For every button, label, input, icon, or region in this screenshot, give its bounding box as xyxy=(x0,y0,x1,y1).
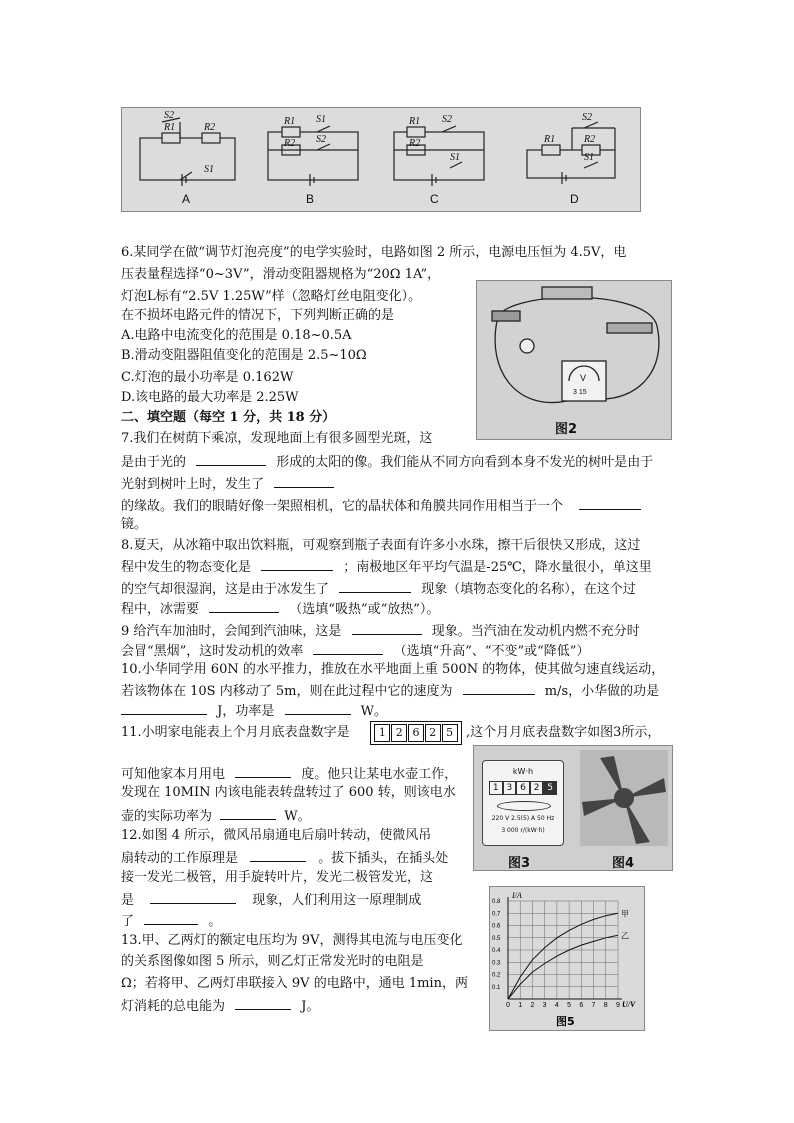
figure-2-meter-label: V xyxy=(580,373,587,383)
q11-blank-1[interactable] xyxy=(235,763,291,778)
q11-line-2-end: 度。他只让某电水壶工作， xyxy=(301,767,458,782)
chart-title: 图5 xyxy=(556,1015,575,1028)
figure-4-fan-icon xyxy=(580,750,668,846)
circuit-diagrams xyxy=(122,108,640,211)
circuit-a-r1: R1 xyxy=(164,122,176,133)
q13-line-3: Ω；若将甲、乙两灯串联接入 9V 的电路中，通电 1min，两 xyxy=(121,976,468,991)
q6-option-c: C.灯泡的最小功率是 0.162W xyxy=(121,370,294,385)
circuit-b-r2: R2 xyxy=(284,138,296,149)
x-tick-label: 0 xyxy=(506,1002,510,1009)
q9-line-1-start: 9 给汽车加油时，会闻到汽油味，这是 xyxy=(121,624,342,639)
q6-option-b: B.滑动变阻器阻值变化的范围是 2.5~10Ω xyxy=(121,348,367,363)
q7-line-4-text: 的缘故。我们的眼睛好像一架照相机，它的晶状体和角膜共同作用相当于一个 xyxy=(121,499,564,514)
q6-line-1: 6.某同学在做“调节灯泡亮度”的电学实验时，电路如图 2 所示，电源电压恒为 4.5V，电 xyxy=(121,245,627,260)
figure-2-circuit-photo xyxy=(476,280,672,440)
q8-blank-1[interactable] xyxy=(261,556,333,571)
fig3-digit: 1 xyxy=(489,781,503,795)
q10-blank-2[interactable] xyxy=(121,700,207,715)
x-tick-label: 8 xyxy=(603,1002,608,1009)
circuit-label-a: A xyxy=(182,192,191,206)
q9-blank-1[interactable] xyxy=(352,620,422,635)
q12-line-2 xyxy=(121,847,448,869)
figure-3-rating: 220 V 2.5(5) A 50 Hz xyxy=(491,815,555,822)
circuit-c-r2: R2 xyxy=(409,138,421,149)
figure-2-meter-scale: 3 15 xyxy=(573,389,587,396)
q7-blank-2[interactable] xyxy=(274,473,334,488)
fig3-digit: 2 xyxy=(530,781,544,795)
fig3-digit: 6 xyxy=(516,781,530,795)
meter-digit: 2 xyxy=(425,724,441,742)
q7-line-4 xyxy=(121,495,641,517)
figures-3-4-photo xyxy=(473,745,673,871)
series-label-2: 乙 xyxy=(621,931,629,941)
q8-line-2-end: ；南极地区年平均气温是-25℃，降水量很小，单这里 xyxy=(343,560,652,575)
circuit-options-figure xyxy=(121,107,641,212)
figure-3-meter xyxy=(482,760,564,846)
q10-line-3 xyxy=(121,700,387,722)
q12-blank-1[interactable] xyxy=(250,847,306,862)
circuit-a-s2: S2 xyxy=(164,110,174,121)
q10-line-3-end: W。 xyxy=(360,704,388,719)
chart-grid xyxy=(508,901,618,999)
figure-3-caption: 图3 xyxy=(508,856,531,871)
q12-line-5 xyxy=(121,910,221,932)
q12-line-4-start: 是 xyxy=(121,893,135,908)
q8-blank-2[interactable] xyxy=(339,578,411,593)
figure-3-dial-icon xyxy=(497,801,551,811)
chart-series xyxy=(508,909,629,999)
q10-line-1: 10.小华同学用 60N 的水平推力，推放在水平地面上重 500N 的物体，使其做匀速直线运动， xyxy=(121,662,665,677)
series-line-2 xyxy=(508,935,618,999)
meter-digit: 1 xyxy=(374,724,390,742)
q12-blank-3[interactable] xyxy=(144,910,198,925)
q8-line-4 xyxy=(121,598,439,620)
q11-line-1-end: ,这个月月底表盘数字如图3所示， xyxy=(466,725,661,740)
q6-option-a: A.电路中电流变化的范围是 0.18~0.5A xyxy=(121,328,352,343)
q13-line-1: 13.甲、乙两灯的额定电压均为 9V，测得其电流与电压变化 xyxy=(121,933,463,948)
figure-2-drawing xyxy=(477,281,671,439)
q8-line-4-start: 程中，冰需要 xyxy=(121,602,200,617)
meter-digit: 2 xyxy=(391,724,407,742)
q7-line-2 xyxy=(121,451,653,473)
q10-blank-1[interactable] xyxy=(463,680,535,695)
q11-line-4-end: W。 xyxy=(284,809,311,824)
q9-line-1-end: 现象。当汽油在发动机内燃不充分时 xyxy=(431,624,640,639)
circuit-label-c: C xyxy=(430,192,439,206)
q10-blank-3[interactable] xyxy=(285,700,351,715)
q7-line-3-text: 光射到树叶上时，发生了 xyxy=(121,477,265,492)
q9-line-2-start: 会冒“黑烟”，这时发动机的效率 xyxy=(121,644,304,659)
q11-line-1-start: 11.小明家电能表上个月月底表盘数字是 xyxy=(121,725,350,740)
meter-digit: 6 xyxy=(408,724,424,742)
q11-line-2 xyxy=(121,763,457,785)
q12-line-1: 12.如图 4 所示，微风吊扇通电后扇叶转动，使微风吊 xyxy=(121,828,432,843)
circuit-c-s2: S2 xyxy=(442,114,452,125)
x-tick-label: 1 xyxy=(518,1002,523,1009)
circuit-c-r1: R1 xyxy=(409,116,421,127)
section-2-heading: 二、填空题（每空 1 分，共 18 分） xyxy=(121,410,336,425)
circuit-c-s1: S1 xyxy=(450,152,460,163)
q13-line-2: 的关系图像如图 5 所示，则乙灯正常发光时的电阻是 xyxy=(121,954,424,969)
q7-line-2-end: 形成的太阳的像。我们能从不同方向看到本身不发光的树叶是由于 xyxy=(276,455,654,470)
series-label-1: 甲 xyxy=(621,909,629,919)
y-tick-label: 0.1 xyxy=(492,984,501,991)
circuit-d-s1: S1 xyxy=(584,152,594,163)
q12-line-4 xyxy=(121,889,421,911)
x-tick-label: 3 xyxy=(542,1002,547,1009)
series-line-1 xyxy=(508,913,618,999)
figure-3-unit: kW·h xyxy=(512,767,534,776)
circuit-a-s1: S1 xyxy=(204,164,214,175)
chart-xlabel: U/V xyxy=(622,1000,636,1009)
q11-line-3: 发现在 10MIN 内该电能表转盘转过了 600 转，则该电水 xyxy=(121,785,456,800)
q8-line-3-start: 的空气却很湿润，这是由于冰发生了 xyxy=(121,582,330,597)
chart-ylabel: I/A xyxy=(512,891,522,900)
q12-line-3: 接一发光二极管，用手旋转叶片，发光二极管发光，这 xyxy=(121,870,434,885)
fig3-digit: 5 xyxy=(543,781,557,795)
x-tick-label: 5 xyxy=(567,1002,572,1009)
q8-line-3-end: 现象（填物态变化的名称），在这个过 xyxy=(421,582,636,597)
q12-line-5-end: 。 xyxy=(208,914,222,929)
chart-axes xyxy=(508,897,622,999)
q9-line-1 xyxy=(121,620,640,642)
figure-5-chart-photo xyxy=(489,886,645,1031)
q6-line-2: 压表量程选择“0~3V”，滑动变阻器规格为“20Ω 1A”， xyxy=(121,267,441,282)
q12-line-2-end: 。拔下插头，在插头处 xyxy=(318,851,449,866)
q7-blank-1[interactable] xyxy=(196,451,266,466)
circuit-d-r2: R2 xyxy=(584,134,596,145)
q8-line-2 xyxy=(121,556,652,578)
circuit-label-b: B xyxy=(306,192,315,206)
y-tick-label: 0.6 xyxy=(492,923,501,930)
q8-line-2-start: 程中发生的物态变化是 xyxy=(121,560,252,575)
q11-blank-2[interactable] xyxy=(220,805,276,820)
figure-4-caption: 图4 xyxy=(612,856,635,871)
q9-line-2 xyxy=(121,640,589,662)
q6-line-3: 灯泡L标有“2.5V 1.25W”样（忽略灯丝电阻变化）。 xyxy=(121,289,422,304)
q10-line-2-end: m/s，小华做的功是 xyxy=(544,684,660,699)
q13-blank-1[interactable] xyxy=(235,995,291,1010)
q9-blank-2[interactable] xyxy=(313,640,383,655)
x-tick-label: 2 xyxy=(530,1002,535,1009)
y-tick-label: 0.7 xyxy=(492,911,501,918)
x-tick-label: 4 xyxy=(554,1002,559,1009)
q7-blank-3[interactable] xyxy=(579,495,641,510)
y-tick-label: 0.8 xyxy=(492,899,501,905)
q8-line-1: 8.夏天，从冰箱中取出饮料瓶，可观察到瓶子表面有许多小水珠，擦干后很快又形成，这过 xyxy=(121,538,641,553)
y-tick-label: 0.4 xyxy=(492,948,501,954)
meter-reading-last-month xyxy=(370,721,462,745)
q13-line-4-end: J。 xyxy=(301,999,320,1014)
q6-option-d: D.该电路的最大功率是 2.25W xyxy=(121,390,299,405)
meter-digit: 5 xyxy=(442,724,458,742)
y-tick-label: 0.5 xyxy=(492,935,501,942)
q11-line-4-start: 壶的实际功率为 xyxy=(121,809,213,824)
circuit-a-r2: R2 xyxy=(204,122,216,133)
x-tick-label: 6 xyxy=(579,1002,584,1009)
q12-line-5-start: 了 xyxy=(121,914,135,929)
q13-line-4-start: 灯消耗的总电能为 xyxy=(121,999,226,1014)
y-tick-label: 0.3 xyxy=(492,960,501,967)
q8-line-3 xyxy=(121,578,636,600)
figure-2-caption: 图2 xyxy=(555,422,578,437)
circuit-b-s1: S1 xyxy=(316,114,326,125)
x-tick-label: 7 xyxy=(591,1002,596,1009)
q12-line-2-start: 扇转动的工作原理是 xyxy=(121,851,239,866)
q12-line-4-end: 现象，人们利用这一原理制成 xyxy=(252,893,422,908)
q8-blank-3[interactable] xyxy=(209,598,279,613)
figure-3-digits xyxy=(489,781,557,795)
circuit-d-s2: S2 xyxy=(582,112,592,123)
q10-line-3-middle: J，功率是 xyxy=(217,704,275,719)
y-tick-label: 0.2 xyxy=(492,972,501,979)
circuit-b-r1: R1 xyxy=(284,116,296,127)
circuit-label-d: D xyxy=(570,192,579,206)
circuit-b-s2: S2 xyxy=(316,134,326,145)
figure-3-rev: 3 000 r/(kW·h) xyxy=(501,827,545,834)
q7-line-3 xyxy=(121,473,334,495)
q7-line-2-start: 是由于光的 xyxy=(121,455,187,470)
x-tick-label: 9 xyxy=(616,1002,620,1009)
fig3-digit: 3 xyxy=(503,781,517,795)
q11-line-4 xyxy=(121,805,311,827)
q10-line-2-start: 若该物体在 10S 内移动了 5m，则在此过程中它的速度为 xyxy=(121,684,453,699)
q7-line-1: 7.我们在树荫下乘凉，发现地面上有很多圆型光斑，这 xyxy=(121,431,433,446)
q7-line-5: 镜。 xyxy=(121,517,148,532)
q11-line-2-start: 可知他家本月用电 xyxy=(121,767,226,782)
figure-5-chart xyxy=(490,887,644,1030)
circuit-d-r1: R1 xyxy=(544,134,556,145)
q8-line-4-end: （选填“吸热”或“放热”）。 xyxy=(289,602,440,617)
q13-line-4 xyxy=(121,995,320,1017)
q10-line-2 xyxy=(121,680,659,702)
q12-blank-2[interactable] xyxy=(150,889,236,904)
q6-line-4: 在不损坏电路元件的情况下，下列判断正确的是 xyxy=(121,308,395,323)
q9-line-2-end: （选填“升高”、“不变”或“降低”） xyxy=(393,644,590,659)
